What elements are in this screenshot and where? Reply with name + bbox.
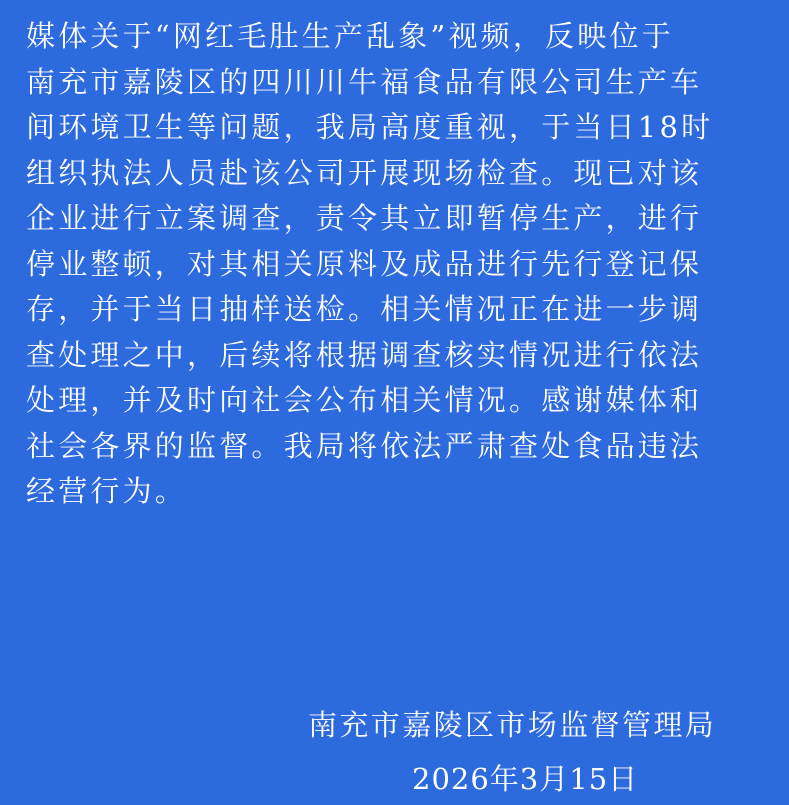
- notice-body-line-1: 媒体关于“网红毛肚生产乱象”视频，反映位于: [26, 19, 674, 53]
- notice-body-line-5: 企业进行立案调查，责令其立即暂停生产，进行: [26, 201, 703, 235]
- issue-date: 2026年3月15日: [412, 762, 639, 796]
- notice-body-line-11: 经营行为。: [26, 474, 188, 508]
- notice-body-line-2: 南充市嘉陵区的四川川牛福食品有限公司生产车: [26, 64, 703, 99]
- notice-body-line-10: 社会各界的监督。我局将依法严肃查处食品违法: [26, 428, 703, 463]
- notice-body-line-9: 处理，并及时向社会公布相关情况。感谢媒体和: [26, 383, 703, 417]
- issuer-signature: 南充市嘉陵区市场监督管理局: [308, 708, 717, 742]
- notice-body: [26, 14, 766, 515]
- notice-body-line-3: 间环境卫生等问题，我局高度重视，于当日18时: [26, 110, 714, 144]
- notice-body-line-6: 停业整顿，对其相关原料及成品进行先行登记保: [26, 246, 703, 281]
- notice-body-line-7: 存，并于当日抽样送检。相关情况正在进一步调: [26, 292, 703, 326]
- notice-body-line-4: 组织执法人员赴该公司开展现场检查。现已对该: [26, 155, 703, 190]
- notice-body-line-8: 查处理之中，后续将根据调查核实情况进行依法: [26, 337, 703, 372]
